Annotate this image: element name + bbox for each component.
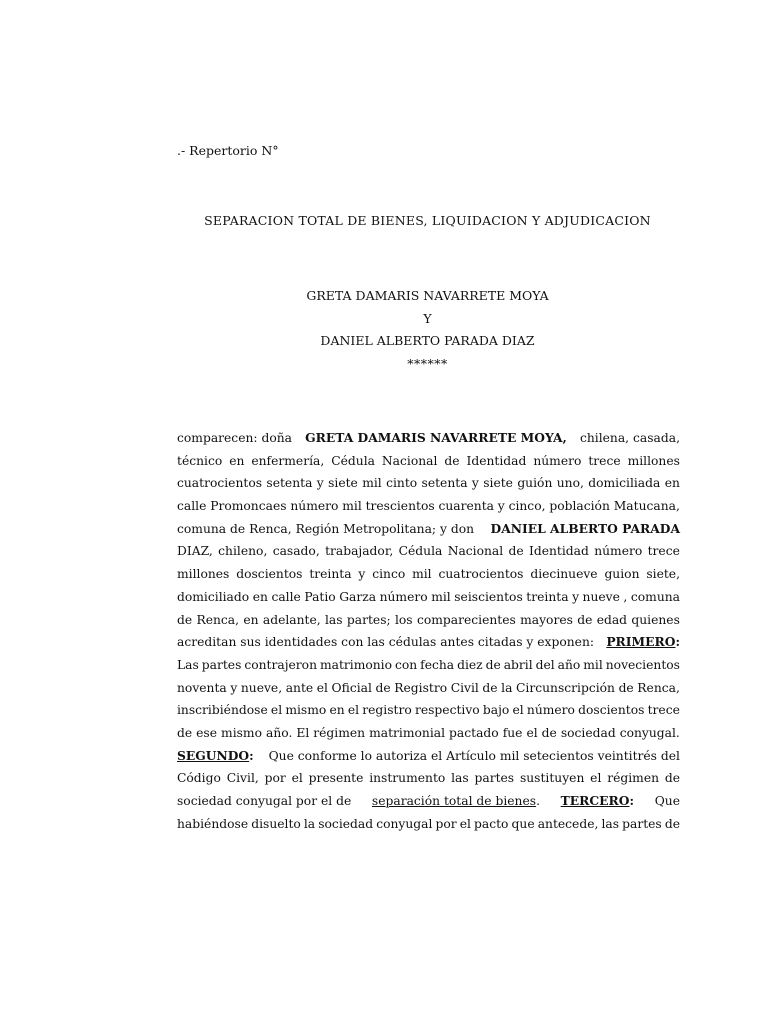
body-line	[177, 790, 680, 813]
document-body	[177, 427, 680, 835]
body-text-segment: cuatrocientos setenta y siete mil cinto setenta y siete guión uno, domiciliada en	[177, 476, 680, 491]
body-text-segment: DIAZ, chileno, casado, trabajador, Cédula Nacional de Identidad número trece	[177, 544, 680, 559]
clause-colon: :	[249, 747, 254, 763]
party-name-bold: DANIEL ALBERTO PARADA	[490, 520, 680, 536]
body-text-segment: de Renca, en adelante, las partes; los comparecientes mayores de edad quienes	[177, 612, 680, 627]
body-text-segment: de ese mismo año. El régimen matrimonial pactado fue el de sociedad conyugal.	[177, 725, 680, 740]
body-line	[177, 495, 680, 518]
party-one: GRETA DAMARIS NAVARRETE MOYA	[306, 288, 549, 303]
body-text-segment: Que conforme lo autoriza el Artículo mil setecientos veintitrés del	[268, 748, 680, 763]
body-text-segment: acreditan sus identidades con las cédulas antes citadas y exponen:	[177, 635, 595, 650]
body-line	[177, 427, 680, 450]
body-line	[177, 609, 680, 632]
body-text-segment: noventa y nueve, ante el Oficial de Registro Civil de la Circunscripción de Renca,	[177, 680, 680, 695]
body-line	[177, 813, 680, 836]
underlined-term: separación total de bienes	[371, 794, 537, 808]
body-line	[177, 472, 680, 495]
clause-label: SEGUNDO	[177, 747, 250, 763]
clause-colon: :	[629, 793, 635, 808]
body-text-segment: comuna de Renca, Región Metropolitana; y don	[177, 521, 475, 536]
clause-label: PRIMERO	[606, 634, 676, 650]
repertorio-label: .- Repertorio N°	[177, 143, 279, 158]
body-text-segment: Código Civil, por el presente instrumento las partes sustituyen el régimen de	[177, 771, 680, 786]
body-line	[177, 586, 680, 609]
body-text-segment: calle Promoncaes número mil trescientos cuarenta y cinco, población Matucana,	[177, 499, 680, 514]
separator-stars: ******	[407, 355, 448, 371]
body-text-segment: .	[536, 794, 540, 808]
body-text-segment: técnico en enfermería, Cédula Nacional de Identidad número trece millones	[177, 453, 680, 468]
body-text-segment: domiciliado en calle Patio Garza número mil seiscientos treinta y nueve , comuna	[177, 589, 680, 604]
body-text-segment: habiéndose disuelto la sociedad conyugal por el pacto que antecede, las partes de	[177, 816, 680, 831]
body-text-segment: sociedad conyugal por el de	[177, 794, 352, 808]
body-text-segment: millones doscientos treinta y cinco mil cuatrocientos diecinueve guion siete,	[177, 567, 680, 582]
clause-heading-segundo	[177, 745, 254, 768]
body-text-segment: chilena, casada,	[579, 431, 680, 445]
document-title: SEPARACION TOTAL DE BIENES, LIQUIDACION Y ADJUDICACION	[204, 213, 651, 228]
body-text-segment: inscribiéndose el mismo en el registro respectivo bajo el número doscientos trece	[177, 703, 680, 718]
body-line	[177, 677, 680, 700]
body-line	[177, 654, 680, 677]
body-text-segment: Las partes contrajeron matrimonio con fecha diez de abril del año mil novecientos	[177, 657, 680, 672]
clause-colon: :	[675, 634, 680, 650]
body-text-segment: comparecen: doña	[177, 431, 292, 445]
body-line	[177, 631, 680, 654]
body-line	[177, 767, 680, 790]
party-two: DANIEL ALBERTO PARADA DIAZ	[320, 333, 535, 348]
body-line	[177, 745, 680, 768]
body-line	[177, 540, 680, 563]
clause-heading-tercero	[561, 790, 634, 813]
clause-label: TERCERO	[560, 793, 630, 808]
body-text-segment	[372, 790, 540, 813]
party-name-bold: GRETA DAMARIS NAVARRETE MOYA,	[305, 430, 567, 445]
body-line	[177, 722, 680, 745]
clause-heading-primero	[606, 631, 680, 654]
body-text-segment: Que	[654, 794, 680, 808]
body-line	[177, 563, 680, 586]
party-connector: Y	[423, 310, 432, 326]
parties-block	[0, 285, 768, 375]
body-line	[177, 450, 680, 473]
body-line	[177, 699, 680, 722]
body-line	[177, 518, 680, 541]
